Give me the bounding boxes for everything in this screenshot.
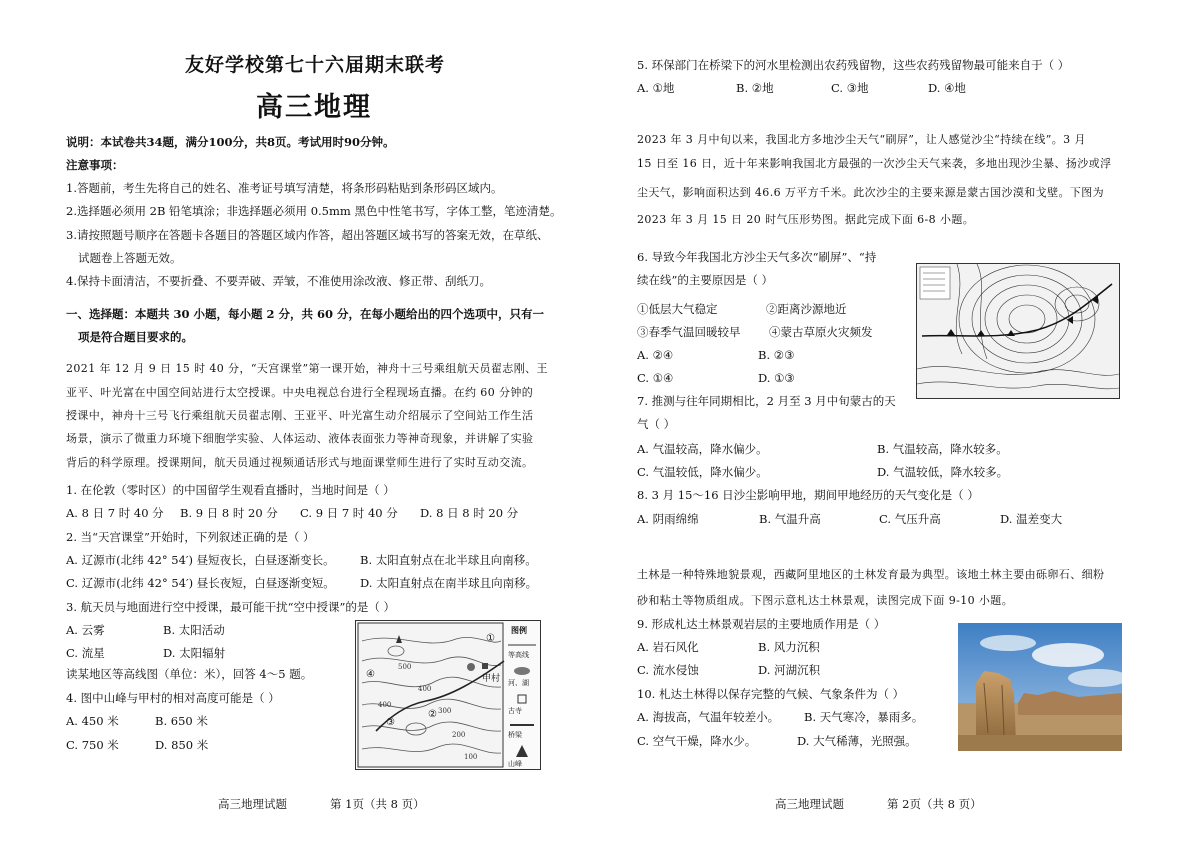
q5-option-c: C. ③地 — [831, 81, 869, 95]
question-1: 1. 在伦敦（零时区）的中国留学生观看直播时，当地时间是（ ） — [66, 483, 395, 497]
footer-left-page: 第 1页（共 8 页） — [330, 797, 425, 811]
question-3: 3. 航天员与地面进行空中授课，最可能干扰“空中授课”的是（ ） — [66, 600, 396, 614]
q8-option-a: A. 阴雨绵绵 — [637, 512, 699, 526]
passage1-line: 场景，演示了微重力环境下细胞学实验、人体运动、液体表面张力等神奇现象，并讲解了实验 — [66, 432, 534, 445]
q5-option-a: A. ①地 — [637, 81, 675, 95]
marker-1: ① — [486, 633, 495, 644]
q6-option-d: D. ①③ — [758, 371, 795, 385]
q6-statement-4: ④蒙古草原火灾频发 — [769, 325, 873, 339]
question-4: 4. 图中山峰与甲村的相对高度可能是（ ） — [66, 691, 280, 705]
q2-option-d: D. 太阳直射点在南半球且向南移。 — [360, 576, 538, 590]
passage2-line: 2023 年 3 月中旬以来，我国北方多地沙尘天气“刷屏”，让人感觉沙尘“持续在线”。3 月 — [637, 133, 1086, 146]
notes-heading: 注意事项： — [66, 158, 124, 172]
q6-statement-2: ②距离沙源地近 — [766, 302, 847, 316]
marker-4: ④ — [366, 669, 375, 680]
q8-option-b: B. 气温升高 — [759, 512, 821, 526]
note-3-cont: 试题卷上答题无效。 — [78, 251, 182, 265]
section-heading-cont: 项是符合题目要求的。 — [78, 330, 193, 344]
legend-title: 图例 — [511, 625, 527, 635]
passage3-line: 砂和粘土等物质组成。下图示意札达土林景观，读图完成下面 9-10 小题。 — [637, 594, 1014, 607]
q10-option-b: B. 天气寒冷，暴雨多。 — [804, 710, 924, 724]
note-4: 4.保持卡面清洁，不要折叠、不要弄破、弄皱，不准使用涂改液、修正带、刮纸刀。 — [66, 274, 491, 288]
village-label: 甲村 — [482, 674, 501, 684]
legend-contour: 等高线 — [508, 651, 529, 659]
contour-value: 400 — [378, 701, 392, 709]
contour-value: 400 — [418, 685, 432, 693]
q10-option-c: C. 空气干燥，降水少。 — [637, 734, 757, 748]
passage3-line: 土林是一种特殊地貌景观，西藏阿里地区的土林发育最为典型。该地土林主要由砾卵石、细粉 — [637, 568, 1105, 581]
instructions: 说明：本试卷共34题，满分100分，共8页。考试用时90分钟。 — [66, 135, 395, 149]
question-10: 10. 札达土林得以保存完整的气候、气象条件为（ ） — [637, 687, 905, 701]
contour-value: 300 — [438, 707, 452, 715]
q2-option-b: B. 太阳直射点在北半球且向南移。 — [360, 553, 537, 567]
marker-3: ③ — [386, 717, 395, 728]
question-5: 5. 环保部门在桥梁下的河水里检测出农药残留物，这些农药残留物最可能来自于（ ） — [637, 58, 1070, 72]
q4-option-d: D. 850 米 — [155, 738, 209, 752]
passage1-line: 授课中，神舟十三号飞行乘组航天员翟志刚、王亚平、叶光富生动介绍展示了空间站工作生活 — [66, 409, 534, 422]
q6-option-b: B. ②③ — [758, 348, 795, 362]
q6-statement-3: ③春季气温回暖较早 — [637, 325, 741, 339]
q6-option-c: C. ①④ — [637, 371, 674, 385]
q9-option-d: D. 河湖沉积 — [758, 663, 821, 677]
legend-temple: 古寺 — [508, 707, 522, 715]
q4-option-a: A. 450 米 — [66, 714, 119, 728]
q10-option-d: D. 大气稀薄，光照强。 — [797, 734, 917, 748]
q7-option-d: D. 气温较低，降水较多。 — [877, 465, 1009, 479]
q6-statement-1: ①低层大气稳定 — [637, 302, 718, 316]
footer-left: 高三地理试题 — [218, 797, 287, 811]
passage2-line: 2023 年 3 月 15 日 20 时气压形势图。据此完成下面 6-8 小题。 — [637, 213, 975, 226]
q3-option-b: B. 太阳活动 — [163, 623, 225, 637]
q6-option-a: A. ②④ — [637, 348, 674, 362]
note-1: 1.答题前，考生先将自己的姓名、准考证号填写清楚，将条形码粘贴到条形码区域内。 — [66, 181, 503, 195]
q9-option-a: A. 岩石风化 — [637, 640, 699, 654]
contour-value: 500 — [398, 663, 412, 671]
contour-value: 100 — [464, 753, 478, 761]
marker-2: ② — [428, 709, 437, 720]
zanda-earth-forest-photo — [958, 623, 1122, 751]
note-2: 2.选择题必须用 2B 铅笔填涂；非选择题必须用 0.5mm 黑色中性笔书写，字体工整，笔迹清楚。 — [66, 204, 562, 218]
passage1-line: 背后的科学原理。授课期间，航天员通过视频通话形式与地面课堂师生进行了实时互动交流。 — [66, 456, 534, 469]
footer-right-page: 第 2页（共 8 页） — [887, 797, 982, 811]
q1-option-d: D. 8 日 8 时 20 分 — [420, 506, 519, 520]
q3-option-c: C. 流星 — [66, 646, 105, 660]
contour-value: 200 — [452, 731, 466, 739]
question-6-cont: 续在线”的主要原因是（ ） — [637, 273, 774, 287]
q7-option-c: C. 气温较低，降水偏少。 — [637, 465, 768, 479]
q10-option-a: A. 海拔高，气温年较差小。 — [637, 710, 780, 724]
question-9: 9. 形成札达土林景观岩层的主要地质作用是（ ） — [637, 617, 886, 631]
q1-option-c: C. 9 日 7 时 40 分 — [300, 506, 398, 520]
school-title: 友好学校第七十六届期末联考 — [185, 54, 446, 76]
legend-bridge: 桥梁 — [508, 731, 522, 739]
section-heading: 一、选择题：本题共 30 小题，每小题 2 分，共 60 分，在每小题给出的四个选项中，只有一 — [66, 307, 545, 321]
note-3: 3.请按照题号顺序在答题卡各题目的答题区域内作答，超出答题区域书写的答案无效，在草纸、 — [66, 228, 549, 242]
footer-right: 高三地理试题 — [775, 797, 844, 811]
q2-option-c: C. 辽源市(北纬 42° 54′) 昼长夜短，白昼逐渐变短。 — [66, 576, 335, 590]
q7-option-a: A. 气温较高，降水偏少。 — [637, 442, 768, 456]
passage2-line: 15 日至 16 日，近十年来影响我国北方最强的一次沙尘天气来袭，多地出现沙尘暴、扬沙或浮 — [637, 157, 1112, 170]
question-6: 6. 导致今年我国北方沙尘天气多次“刷屏”、“持 — [637, 250, 877, 264]
passage2-line: 尘天气，影响面积达到 46.6 万平方千米。此次沙尘的主要来源是蒙古国沙漠和戈壁。下图为 — [637, 186, 1105, 199]
q7-option-b: B. 气温较高，降水较多。 — [877, 442, 1008, 456]
q5-option-d: D. ④地 — [928, 81, 966, 95]
q8-option-d: D. 温差变大 — [1000, 512, 1063, 526]
q5-option-b: B. ②地 — [736, 81, 774, 95]
q1-option-a: A. 8 日 7 时 40 分 — [66, 506, 164, 520]
pressure-map — [916, 263, 1120, 399]
q8-option-c: C. 气压升高 — [879, 512, 941, 526]
legend-river: 河、湖 — [508, 679, 529, 687]
q3-option-a: A. 云雾 — [66, 623, 105, 637]
question-8: 8. 3 月 15～16 日沙尘影响甲地，期间甲地经历的天气变化是（ ） — [637, 488, 979, 502]
passage1-line: 2021 年 12 月 9 日 15 时 40 分，“天宫课堂”第一课开始，神舟十三号乘组航天员翟志刚、王 — [66, 362, 548, 375]
contour-map — [355, 620, 541, 770]
q3-option-d: D. 太阳辐射 — [163, 646, 226, 660]
q2-option-a: A. 辽源市(北纬 42° 54′) 昼短夜长，白昼逐渐变长。 — [66, 553, 335, 567]
q9-option-c: C. 流水侵蚀 — [637, 663, 699, 677]
q4-option-c: C. 750 米 — [66, 738, 119, 752]
passage1-line: 亚平、叶光富在中国空间站进行太空授课。中央电视总台进行全程现场直播。在约 60 分钟的 — [66, 386, 534, 399]
q9-option-b: B. 风力沉积 — [758, 640, 820, 654]
question-7: 7. 推测与往年同期相比，2 月至 3 月中旬蒙古的天 — [637, 394, 896, 408]
map-intro: 读某地区等高线图（单位：米），回答 4～5 题。 — [66, 667, 313, 681]
legend-peak: 山峰 — [508, 760, 522, 768]
question-7-cont: 气（ ） — [637, 417, 676, 431]
q1-option-b: B. 9 日 8 时 20 分 — [180, 506, 278, 520]
subject-title: 高三地理 — [256, 92, 372, 123]
question-2: 2. 当“天宫课堂”开始时，下列叙述正确的是（ ） — [66, 530, 315, 544]
q4-option-b: B. 650 米 — [155, 714, 208, 728]
